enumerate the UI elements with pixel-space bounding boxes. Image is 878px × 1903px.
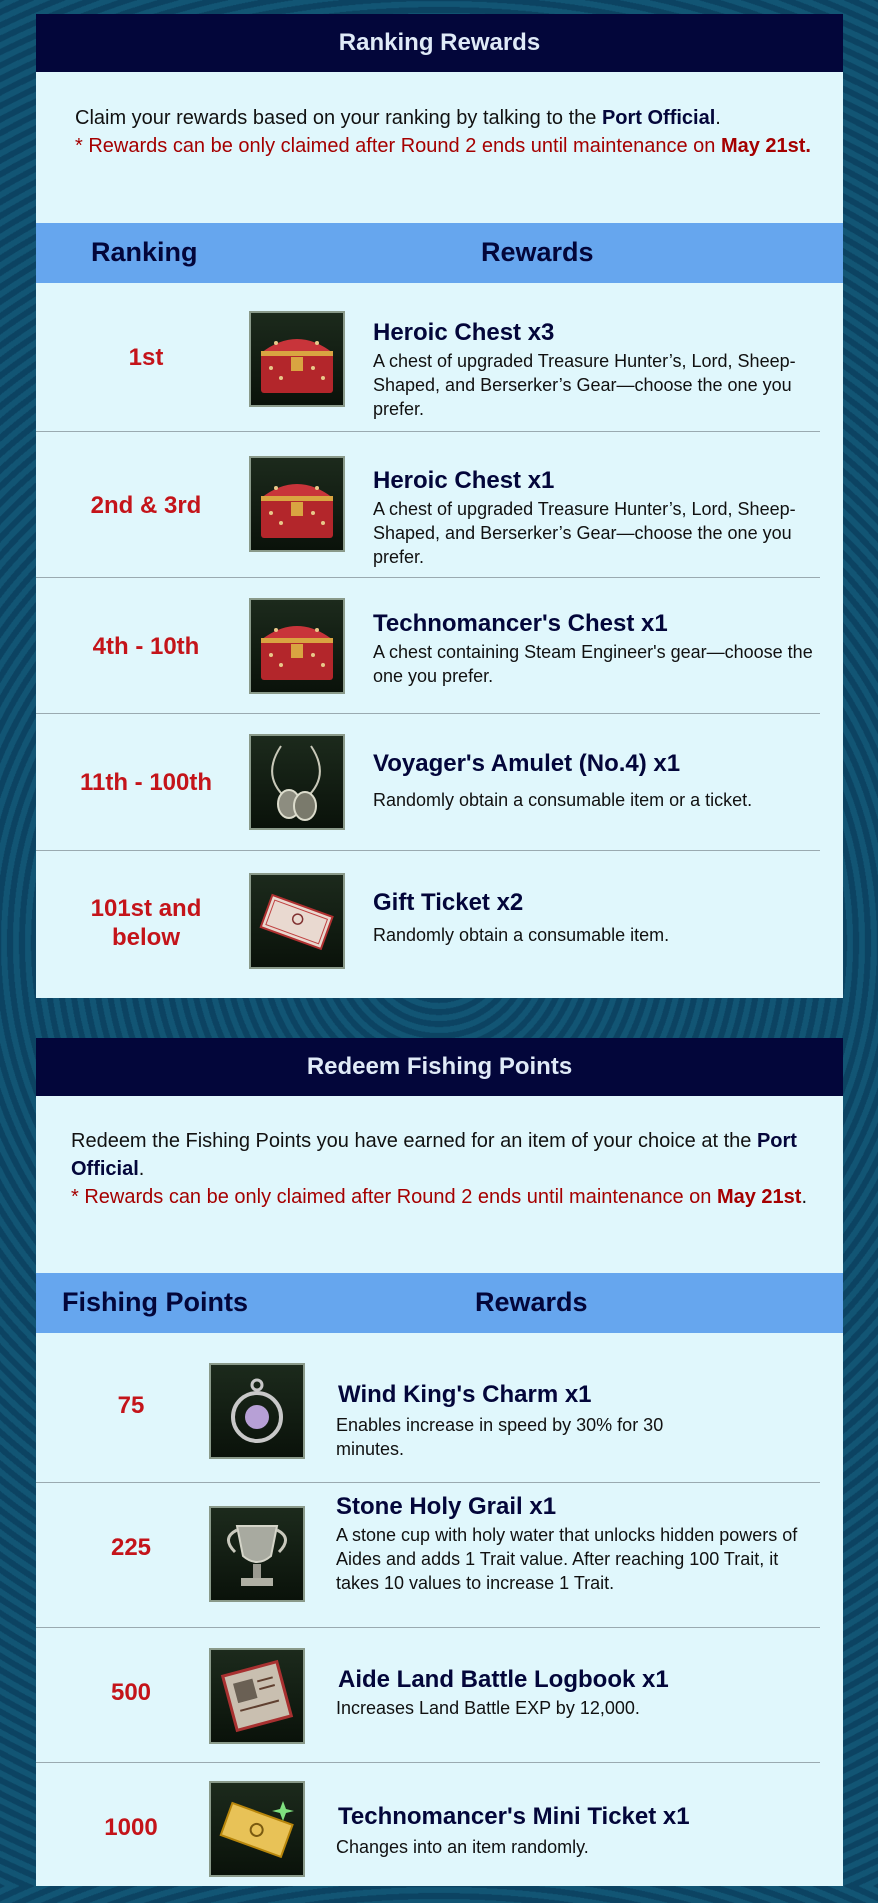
port-official-label: Port Official — [601, 107, 716, 129]
reward-desc: A chest of upgraded Treasure Hunter’s, Lord, Sheep-Shaped, and Berserker’s Gear—choose the one you prefer. — [373, 351, 796, 419]
ranking-column-header — [36, 223, 843, 283]
charm-pendant-icon — [209, 1363, 305, 1459]
ranking-row — [36, 714, 820, 851]
reward-title: Voyager's Amulet (No.4) x1 — [373, 750, 681, 777]
ranking-row — [36, 851, 820, 1001]
fishing-row — [36, 1763, 820, 1903]
column-fishing-points: Fishing Points — [62, 1287, 248, 1317]
reward-desc: Changes into an item randomly. — [336, 1837, 589, 1857]
treasure-chest-icon — [249, 456, 345, 552]
fishing-column-header — [36, 1273, 843, 1333]
redeem-fishing-panel — [36, 1038, 843, 1886]
reward-title: Aide Land Battle Logbook x1 — [338, 1666, 669, 1693]
gift-ticket-icon — [249, 873, 345, 969]
fishing-rows — [36, 1333, 843, 1903]
column-rewards: Rewards — [475, 1287, 588, 1317]
fishing-note: * Rewards can be only claimed after Round 2 ends until maintenance on May 21st — [71, 1186, 802, 1208]
reward-desc: A chest of upgraded Treasure Hunter’s, Lord, Sheep-Shaped, and Berserker’s Gear—choose the one you prefer. — [373, 499, 796, 567]
amulet-icon — [249, 734, 345, 830]
ranking-row — [36, 283, 820, 432]
reward-desc: Randomly obtain a consumable item or a ticket. — [373, 790, 753, 810]
fishing-row — [36, 1628, 820, 1763]
rank-label: 101st and below — [90, 895, 202, 951]
points-label: 1000 — [104, 1814, 158, 1841]
reward-title: Stone Holy Grail x1 — [336, 1493, 557, 1520]
grail-cup-icon — [209, 1506, 305, 1602]
points-label: 225 — [110, 1534, 152, 1561]
fishing-row — [36, 1333, 820, 1483]
redeem-fishing-header: Redeem Fishing Points — [36, 1038, 843, 1096]
rank-label: 4th - 10th — [92, 633, 200, 660]
ranking-rewards-header: Ranking Rewards — [36, 14, 843, 72]
ranking-row — [36, 432, 820, 578]
ranking-rewards-panel — [36, 14, 843, 998]
ranking-note: * Rewards can be only claimed after Round 2 ends until maintenance on May 21st. — [75, 135, 811, 157]
ranking-rows — [36, 283, 843, 1001]
rank-label: 11th - 100th — [79, 769, 213, 796]
column-rewards: Rewards — [481, 237, 594, 267]
reward-title: Heroic Chest x1 — [373, 467, 555, 494]
treasure-chest-icon — [249, 311, 345, 407]
reward-title: Technomancer's Mini Ticket x1 — [338, 1803, 690, 1830]
reward-desc: A stone cup with holy water that unlocks hidden powers of Aides and adds 1 Trait value. After reaching 100 Trait, it takes 10 values to increase 1 Trait. — [336, 1525, 798, 1593]
fishing-row — [36, 1483, 820, 1628]
reward-desc: A chest containing Steam Engineer's gear—choose the one you prefer. — [373, 642, 813, 686]
points-label: 500 — [110, 1679, 152, 1706]
rank-label: 1st — [128, 344, 164, 371]
reward-title: Gift Ticket x2 — [373, 889, 524, 916]
reward-desc: Enables increase in speed by 30% for 30 minutes. — [336, 1415, 664, 1459]
ranking-row — [36, 578, 820, 714]
port-official-label: Port Official — [71, 1130, 797, 1180]
treasure-chest-icon — [249, 598, 345, 694]
reward-desc: Increases Land Battle EXP by 12,000. — [336, 1698, 640, 1718]
points-label: 75 — [117, 1392, 145, 1419]
reward-title: Heroic Chest x3 — [373, 319, 555, 346]
logbook-icon — [209, 1648, 305, 1744]
fishing-intro: Redeem the Fishing Points you have earned for an item of your choice at the Port Official. * Rewards can be only claimed after Round 2 ends until maintenance on May 21st. — [71, 1130, 807, 1208]
rank-label: 2nd & 3rd — [90, 492, 202, 519]
column-ranking: Ranking — [91, 237, 198, 267]
ranking-intro: Claim your rewards based on your ranking by talking to the Port Official. * Rewards can be only claimed after Round 2 ends until maintenance on May 21st. — [75, 107, 811, 157]
reward-desc: Randomly obtain a consumable item. — [373, 925, 670, 945]
mini-ticket-icon — [209, 1781, 305, 1877]
reward-title: Wind King's Charm x1 — [338, 1381, 592, 1408]
reward-title: Technomancer's Chest x1 — [373, 610, 668, 637]
